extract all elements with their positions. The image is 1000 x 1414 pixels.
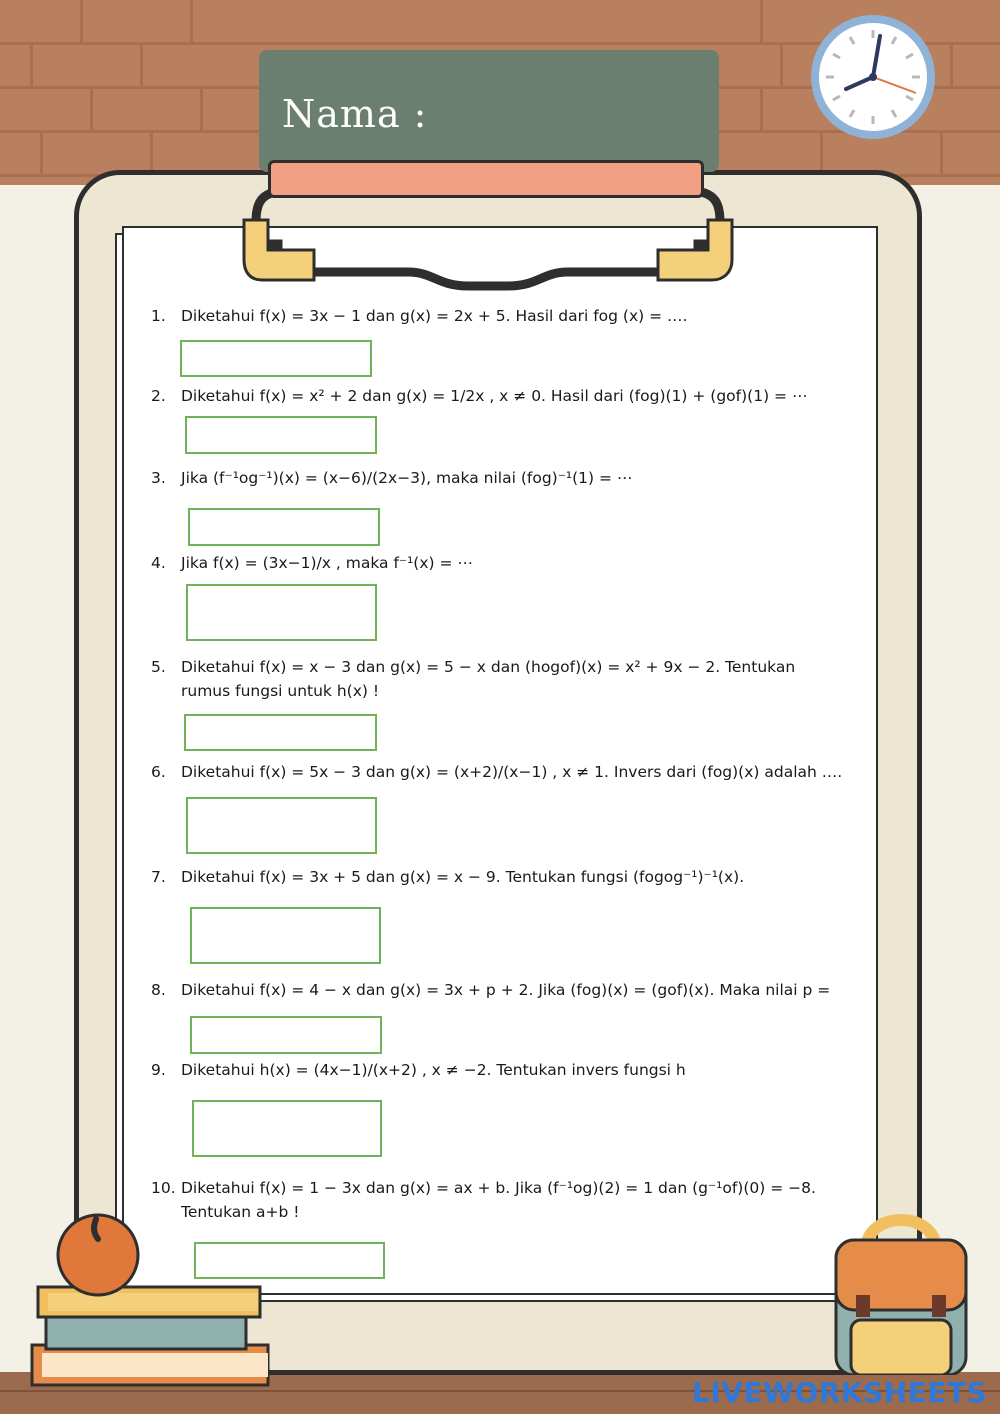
question-7: 7. Diketahui f(x) = 3x + 5 dan g(x) = x − 9. Tentukan fungsi (fogog⁻¹)⁻¹(x). — [151, 868, 745, 886]
answer-box-9[interactable] — [192, 1100, 382, 1157]
question-10: 10. Diketahui f(x) = 1 − 3x dan g(x) = ax + b. Jika (f⁻¹og)(2) = 1 dan (g⁻¹of)(0) = −8. Tentukan a+b ! — [151, 1179, 816, 1221]
answer-box-1[interactable] — [180, 340, 372, 377]
answer-box-2[interactable] — [185, 416, 377, 454]
books-apple-icon — [28, 1205, 278, 1390]
question-6: 6. Diketahui f(x) = 5x − 3 dan g(x) = (x+2)/(x−1) , x ≠ 1. Invers dari (fog)(x) adalah …. — [151, 763, 843, 781]
answer-box-5[interactable] — [184, 714, 377, 751]
answer-box-3[interactable] — [188, 508, 380, 546]
answer-box-6[interactable] — [186, 797, 377, 854]
answer-box-4[interactable] — [186, 584, 377, 641]
answer-box-8[interactable] — [190, 1016, 382, 1054]
clock-icon — [810, 14, 936, 140]
name-label: Nama : — [282, 92, 428, 136]
question-4: 4. Jika f(x) = (3x−1)/x , maka f⁻¹(x) = ⋯ — [151, 554, 473, 572]
backpack-icon — [826, 1200, 976, 1375]
question-5: 5. Diketahui f(x) = x − 3 dan g(x) = 5 − x dan (hogof)(x) = x² + 9x − 2. Tentukan rumus fungsi untuk h(x) ! — [151, 658, 796, 700]
question-8: 8. Diketahui f(x) = 4 − x dan g(x) = 3x + p + 2. Jika (fog)(x) = (gof)(x). Maka nilai p = — [151, 981, 831, 999]
answer-box-7[interactable] — [190, 907, 381, 964]
liveworksheets-watermark: LIVEWORKSHEETS — [692, 1376, 988, 1409]
question-9: 9. Diketahui h(x) = (4x−1)/(x+2) , x ≠ −2. Tentukan invers fungsi h — [151, 1061, 686, 1079]
question-3: 3. Jika (f⁻¹og⁻¹)(x) = (x−6)/(2x−3), maka nilai (fog)⁻¹(1) = ⋯ — [151, 469, 633, 487]
question-2: 2. Diketahui f(x) = x² + 2 dan g(x) = 1/2x , x ≠ 0. Hasil dari (fog)(1) + (gof)(1) = ⋯ — [151, 387, 808, 405]
question-1: 1. Diketahui f(x) = 3x − 1 dan g(x) = 2x + 5. Hasil dari fog (x) = …. — [151, 307, 688, 325]
clip-icon — [238, 182, 738, 292]
clip-bar — [268, 160, 704, 198]
